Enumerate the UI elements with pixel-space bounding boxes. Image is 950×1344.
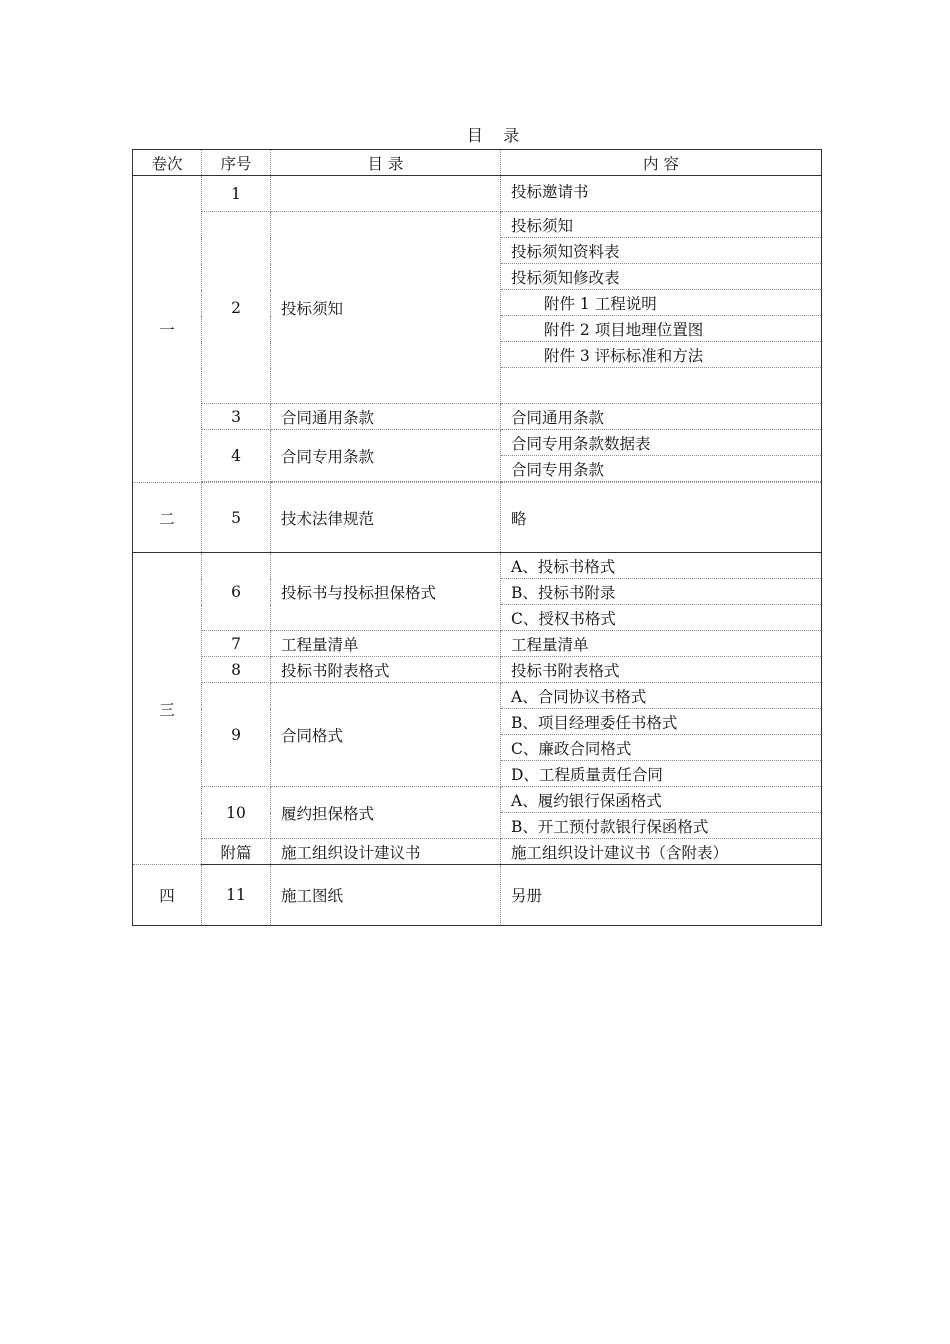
content-cell: 投标须知 xyxy=(501,212,822,238)
item-cell: 工程量清单 xyxy=(271,631,501,657)
header-row xyxy=(133,150,822,176)
table-row xyxy=(133,865,822,926)
content-cell: 另册 xyxy=(501,865,822,926)
content-cell: A、合同协议书格式 xyxy=(501,683,822,709)
seq-cell: 4 xyxy=(202,430,271,482)
table-row xyxy=(133,212,822,238)
content-cell: 投标书附表格式 xyxy=(501,657,822,683)
item-cell: 施工图纸 xyxy=(271,865,501,926)
content-cell: A、履约银行保函格式 xyxy=(501,787,822,813)
item-cell xyxy=(271,176,501,212)
table-row xyxy=(133,839,822,865)
seq-cell: 附篇 xyxy=(202,839,271,865)
table-row xyxy=(133,176,822,212)
seq-cell: 5 xyxy=(202,483,271,553)
volume-cell: 二 xyxy=(133,483,202,553)
volume-cell: 三 xyxy=(133,553,202,865)
seq-cell: 10 xyxy=(202,787,271,839)
seq-cell: 2 xyxy=(202,212,271,404)
table-row xyxy=(133,404,822,430)
item-cell: 履约担保格式 xyxy=(271,787,501,839)
table-row xyxy=(133,553,822,579)
seq-cell: 8 xyxy=(202,657,271,683)
header-content: 内 容 xyxy=(501,150,822,176)
table-row xyxy=(133,631,822,657)
seq-cell: 11 xyxy=(202,865,271,926)
seq-cell: 6 xyxy=(202,553,271,631)
item-cell: 合同格式 xyxy=(271,683,501,787)
content-cell: 投标须知修改表 xyxy=(501,264,822,290)
content-cell: B、项目经理委任书格式 xyxy=(501,709,822,735)
content-cell: B、投标书附录 xyxy=(501,579,822,605)
content-cell: 工程量清单 xyxy=(501,631,822,657)
volume-cell: 一 xyxy=(133,176,202,483)
header-seq: 序号 xyxy=(202,150,271,176)
seq-cell: 7 xyxy=(202,631,271,657)
content-cell: B、开工预付款银行保函格式 xyxy=(501,813,822,839)
item-cell: 投标书与投标担保格式 xyxy=(271,553,501,631)
content-cell: 合同专用条款数据表 xyxy=(501,430,822,456)
item-cell: 合同专用条款 xyxy=(271,430,501,482)
seq-cell: 9 xyxy=(202,683,271,787)
content-cell: 附件 2 项目地理位置图 xyxy=(501,316,822,342)
content-cell: 附件 1 工程说明 xyxy=(501,290,822,316)
header-volume: 卷次 xyxy=(133,150,202,176)
table-row xyxy=(133,787,822,813)
content-cell: A、投标书格式 xyxy=(501,553,822,579)
content-cell: 合同通用条款 xyxy=(501,404,822,430)
table-row xyxy=(133,683,822,709)
content-cell-empty xyxy=(501,368,822,404)
content-cell: 投标须知资料表 xyxy=(501,238,822,264)
content-cell: C、授权书格式 xyxy=(501,605,822,631)
catalog-table xyxy=(132,149,822,926)
content-cell: 施工组织设计建议书（含附表） xyxy=(501,839,822,865)
item-cell: 技术法律规范 xyxy=(271,483,501,553)
header-catalog: 目 录 xyxy=(271,150,501,176)
content-cell: D、工程质量责任合同 xyxy=(501,761,822,787)
item-cell: 合同通用条款 xyxy=(271,404,501,430)
content-cell: 附件 3 评标标准和方法 xyxy=(501,342,822,368)
content-cell: 略 xyxy=(501,483,822,553)
table-row xyxy=(133,430,822,456)
item-cell: 施工组织设计建议书 xyxy=(271,839,501,865)
volume-cell: 四 xyxy=(133,865,202,926)
table-row xyxy=(133,483,822,553)
content-cell: 合同专用条款 xyxy=(501,456,822,482)
seq-cell: 3 xyxy=(202,404,271,430)
seq-cell: 1 xyxy=(202,176,271,212)
table-row xyxy=(133,657,822,683)
item-cell: 投标书附表格式 xyxy=(271,657,501,683)
item-cell: 投标须知 xyxy=(271,212,501,404)
document-title: 目 录 xyxy=(466,126,520,145)
content-cell: 投标邀请书 xyxy=(501,176,822,212)
content-cell: C、廉政合同格式 xyxy=(501,735,822,761)
